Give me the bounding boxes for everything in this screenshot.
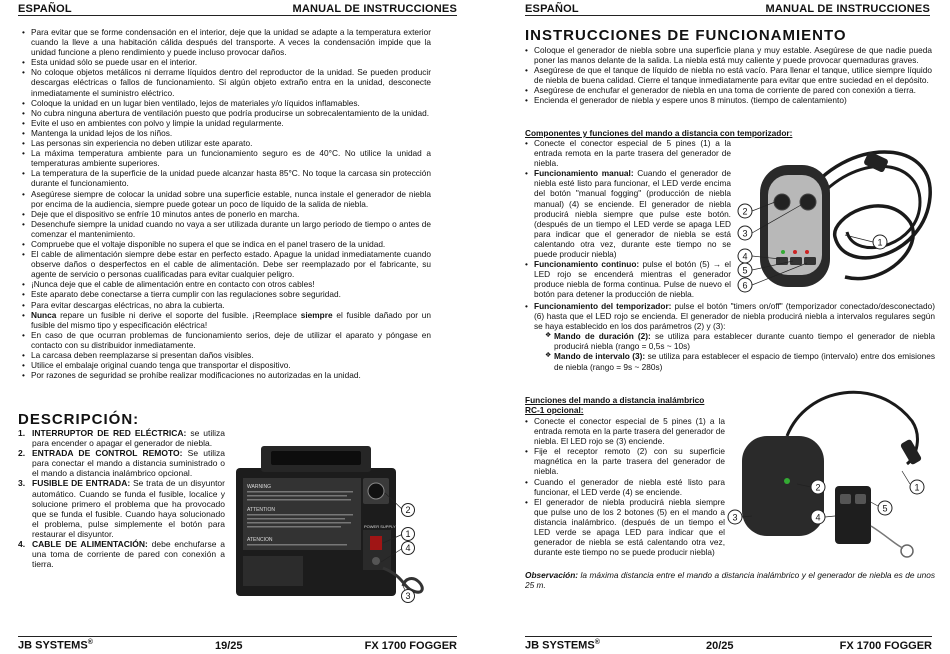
callout-2: 2 (405, 505, 411, 516)
callout-3: 3 (405, 591, 411, 602)
left-header (18, 0, 457, 16)
timer-mode-section (525, 301, 935, 372)
list-item: • Deje que el dispositivo se enfríe 10 minutos antes de ponerlo en marcha. (22, 209, 431, 219)
list-item (545, 351, 935, 371)
wireless-heading-line-2: RC-1 opcional: (525, 405, 584, 416)
callout-2: 2 (815, 482, 821, 493)
list-item: • Por razones de seguridad se prohíbe realizar modificaciones no autorizadas en la unidad. (22, 370, 431, 380)
list-item (22, 310, 431, 330)
callout-4: 4 (405, 543, 411, 554)
right-footer (525, 636, 932, 654)
duration-knob-text: se utiliza para establecer durante cuanto tiempo el generador de niebla producirá niebla (rango = 0,5s ~ 10s) (554, 331, 935, 352)
list-item: • Conecte el conector especial de 5 pines (1) a la entrada remota en la parte trasera del generador de niebla. El LED rojo se (3) enciende. (525, 416, 725, 446)
footer-model: FX 1700 FOGGER (364, 639, 457, 652)
timer-remote-functions (525, 138, 731, 300)
list-item: • No coloque objetos metálicos ni derrame líquidos dentro del reproductor de la unidad. Se pueden producir descargas eléctricas o fallos de funcionamiento. Si algún objeto extraño entra en la unidad, desconecte inmediatamente el suministro eléctrico. (22, 67, 431, 97)
footer-registered-mark: ® (594, 639, 600, 647)
header-language: ESPAÑOL (18, 3, 72, 15)
list-item: • Conecte el conector especial de 5 pines (1) a la entrada remota en la parte trasera del generador de niebla. (525, 138, 731, 168)
description-text: se utiliza para encender o apagar el generador de niebla. (32, 428, 225, 449)
timer-remote-illustration (735, 127, 940, 307)
list-item: • Fije el receptor remoto (2) con su superficie magnética en la parte trasera del generador de niebla. (525, 446, 725, 476)
wireless-list (525, 416, 725, 557)
left-footer (18, 636, 457, 654)
list-item: • Asegúrese de enchufar el generador de niebla en una toma de corriente de pared con conexión a tierra. (525, 85, 932, 95)
description-item (18, 539, 225, 569)
callout-5: 5 (882, 503, 888, 514)
list-item: • Compruebe que el voltaje disponible no supera el que se indica en el panel trasero de la unidad. (22, 239, 431, 249)
description-text: debe enchufarse a una toma de corriente de pared con conexión a tierra. (32, 539, 226, 570)
instructions-list (525, 45, 932, 106)
list-item: • Evite el uso en ambientes con polvo y limpie la unidad regularmente. (22, 118, 431, 128)
footer-brand (18, 639, 93, 652)
list-item: • En caso de que ocurran problemas de funcionamiento serios, deje de utilizar el aparato y póngase en contacto con su distribuidor inmediatamente. (22, 330, 431, 350)
interval-knob (800, 194, 816, 210)
footer-brand-name: JB SYSTEMS (18, 639, 88, 652)
description-item (18, 478, 225, 539)
observation-note (525, 570, 935, 590)
description-number: 3. (18, 478, 26, 489)
callout-6: 6 (742, 280, 748, 291)
fogger-rear-panel-illustration (233, 438, 433, 603)
list-item (525, 259, 731, 299)
duration-knob (774, 194, 790, 210)
timer-mode-label: Funcionamiento del temporizador: (534, 301, 672, 311)
fuse-text-1: repare un fusible ni derive el soporte del fusible. ¡Reemplace (56, 309, 301, 320)
list-item: • El cable de alimentación siempre debe estar en perfecto estado. Apague la unidad inmediatamente cuando observe daños o desperfectos en el cable de alimentación. Debe ser reemplazado por el fabricante, su agente de servicio o personas cualificadas para evitar cualquier peligro. (22, 249, 431, 279)
footer-registered-mark: ® (87, 639, 93, 647)
list-item: • Cuando el generador de niebla esté listo para funcionar, el LED verde (4) se enciende. (525, 477, 725, 497)
operating-instructions-title: INSTRUCCIONES DE FUNCIONAMIENTO (525, 27, 847, 44)
list-item: • El generador de niebla producirá niebla siempre que pulse uno de los 2 botones (5) en el mando a distancia inalámbrico. (después de un tiempo el LED verde se apaga LED para indicar que el generador de niebla se está calentando otra vez, durante este tiempo no se puede producir niebla) (525, 497, 725, 558)
callout-2: 2 (742, 206, 748, 217)
fuse-warning (22, 310, 431, 330)
list-item: • La temperatura de la superficie de la unidad puede alcanzar hasta 85°C. No toque la carcasa sin protección durante el funcionamiento. (22, 168, 431, 188)
serial-label (243, 556, 303, 586)
wireless-heading-line-1: Funciones del mando a distancia inalámbrico (525, 395, 705, 405)
footer-model: FX 1700 FOGGER (839, 639, 932, 652)
attention-label: ATTENTION (247, 507, 275, 513)
callout-5: 5 (742, 265, 748, 276)
description-number: 1. (18, 428, 26, 438)
list-item: • Asegúrese de que el tanque de líquido de niebla no está vacío. Para llenar el tanque, utilice siempre líquido de niebla de buena calidad. Cierre el tanque inmediatamente para evitar que entre suciedad en el depósito. (525, 65, 932, 85)
description-number: 2. (18, 448, 26, 459)
description-label: CABLE DE ALIMENTACIÓN: (32, 539, 148, 550)
footer-brand-name: JB SYSTEMS (525, 639, 595, 652)
fuse-holder (372, 557, 380, 565)
fuse-text-2: el fusible dañado por un fusible del mismo tipo y especificación eléctrica! (31, 309, 431, 330)
description-title: DESCRIPCIÓN: (18, 411, 140, 428)
header-language: ESPAÑOL (525, 3, 579, 15)
fogger-handle-grip (271, 451, 361, 465)
callout-3: 3 (732, 512, 738, 523)
timer-mode-text: pulse el botón "timers on/off" (temporizador conectado/desconectado) (6) hasta que el LED rojo se encienda. El generador de niebla producirá niebla a intervalos regulares según se haya establecido en los dos parámetros (2) y (3): (534, 301, 935, 332)
wireless-transmitter (835, 486, 871, 544)
fuse-bold-1: Nunca (31, 309, 57, 320)
interval-knob-text: se utiliza para establecer el espacio de tiempo (intervalo) entre dos emisiones de niebla (rango = 9s ~ 280s) (554, 351, 935, 372)
list-item: • Encienda el generador de niebla y espere unos 8 minutos. (tiempo de calentamiento) (525, 95, 932, 105)
description-label: ENTRADA DE CONTROL REMOTO: (32, 448, 183, 459)
footer-page-number: 19/25 (215, 639, 243, 652)
list-item: • Desenchufe siempre la unidad cuando no vaya a ser utilizada durante un largo periodo de tiempo o antes de comenzar el mantenimiento. (22, 219, 431, 239)
description-item (18, 448, 225, 478)
description-number: 4. (18, 539, 26, 550)
description-list (18, 428, 225, 569)
observation-label: Observación: (525, 570, 579, 580)
callout-4: 4 (742, 251, 748, 262)
wireless-remote-illustration (727, 376, 942, 566)
timer-remote-heading: Componentes y funciones del mando a distancia con temporizador: (525, 128, 793, 138)
description-item (18, 428, 225, 448)
callout-1: 1 (877, 237, 883, 248)
list-item: • Para evitar que se forme condensación en el interior, deje que la unidad se adapte a la temperatura exterior cuando la lleve a una habitación cálida después del transporte. A veces la condensación impide que la unidad funcione a pleno rendimiento y puede incluso provocar daños. (22, 27, 431, 57)
description-text: Se utiliza para conectar el mando a distancia suministrado o el mando a distancia inalámbrico opcional. (32, 448, 225, 479)
list-item: • Para evitar descargas eléctricas, no abra la cubierta. (22, 300, 431, 310)
callout-3: 3 (742, 228, 748, 239)
list-item: • La carcasa deben reemplazarse si presentan daños visibles. (22, 350, 431, 360)
key-ring (901, 545, 913, 557)
list-item: • Utilice el embalaje original cuando tenga que transportar el dispositivo. (22, 360, 431, 370)
list-item: • Coloque la unidad en un lugar bien ventilado, lejos de materiales y/o líquidos inflamables. (22, 98, 431, 108)
list-item: • Este aparato debe conectarse a tierra cumplir con las regulaciones sobre seguridad. (22, 289, 431, 299)
safety-list (22, 27, 431, 310)
atencion-label: ATENCION (247, 537, 273, 543)
header-manual-title: MANUAL DE INSTRUCCIONES (765, 3, 930, 15)
list-item: • Coloque el generador de niebla sobre una superficie plana y muy estable. Asegúrese de que nadie pueda poner las manos delante de la salida. La niebla está muy caliente y puede provocar quemaduras graves. (525, 45, 932, 65)
safety-instructions (22, 27, 431, 380)
five-pin-connector (900, 439, 922, 466)
list-item: • Las personas sin experiencia no deben utilizar este aparato. (22, 138, 431, 148)
wireless-remote-heading (525, 395, 725, 415)
callout-1: 1 (914, 482, 920, 493)
footer-brand (525, 639, 600, 652)
continuous-mode-label: Funcionamiento continuo: (534, 259, 640, 270)
list-item (545, 331, 935, 351)
interval-knob-label: Mando de intervalo (3): (554, 351, 646, 362)
list-item: • Mantenga la unidad lejos de los niños. (22, 128, 431, 138)
wireless-remote-functions (525, 416, 725, 557)
right-header (525, 0, 930, 16)
footer-page-number: 20/25 (706, 639, 734, 652)
description-label: FUSIBLE DE ENTRADA: (32, 478, 131, 489)
callout-1: 1 (405, 529, 411, 540)
list-item: • ¡Nunca deje que el cable de alimentación entre en contacto con otros cables! (22, 279, 431, 289)
observation-text: la máxima distancia entre el mando a distancia inalámbrico y el generador de niebla es de unos 25 m. (525, 570, 935, 591)
warning-label: WARNING (247, 484, 271, 490)
continuous-mode-text: pulse el botón (5) → el LED rojo se encenderá mientras el generador produce niebla de forma continua. Pulse de nuevo el botón para detener la producción de niebla. (534, 259, 731, 300)
list-item: • La máxima temperatura ambiente para un funcionamiento seguro es de 40°C. No utilice la unidad a temperaturas ambiente superiores. (22, 148, 431, 168)
power-supply-label: POWER SUPPLY (364, 524, 396, 529)
duration-knob-label: Mando de duración (2): (554, 331, 651, 342)
callout-4: 4 (815, 512, 821, 523)
manual-mode-text: Cuando el generador de niebla esté listo para funcionar, el LED verde encima del botón "manual fogging" (producción de niebla manual) (4) se enciende. El generador de niebla producirá niebla siempre que pulse este botón. (después de un tiempo el LED verde se apaga LED para indicar que el generador de niebla se está calentando otra vez, durante este tiempo no se puede producir niebla) (534, 168, 732, 260)
mains-switch (370, 536, 382, 550)
manual-fog-button (776, 257, 788, 265)
header-manual-title: MANUAL DE INSTRUCCIONES (292, 3, 457, 15)
list-item: • No cubra ninguna abertura de ventilación puesto que podría producirse un sobrecalentamiento de la unidad. (22, 108, 431, 118)
manual-mode-label: Funcionamiento manual: (534, 168, 634, 179)
safety-list-2 (22, 330, 431, 380)
description-label: INTERRUPTOR DE RED ELÉCTRICA: (32, 428, 187, 438)
fuse-bold-2: siempre (300, 309, 333, 320)
list-item (525, 168, 731, 259)
description-text: Se trata de un disyuntor automático. Cuando se funda el fusible, localice y solucione primero el problema que ha provocado que se funda el fusible. Cuando haya solucionado el problema, pulse simplemente el botón para restaurar el disyuntor. (32, 478, 225, 539)
list-item: • Esta unidad sólo se puede usar en el interior. (22, 57, 431, 67)
timer-knobs-list (545, 331, 935, 371)
operating-instructions (525, 45, 932, 106)
list-item: • Asegúrese siempre de colocar la unidad sobre una superficie estable, nunca instale el generador de niebla por encima de la audiencia, siempre puede gotear un poco de líquido de la salida de niebla. (22, 189, 431, 209)
